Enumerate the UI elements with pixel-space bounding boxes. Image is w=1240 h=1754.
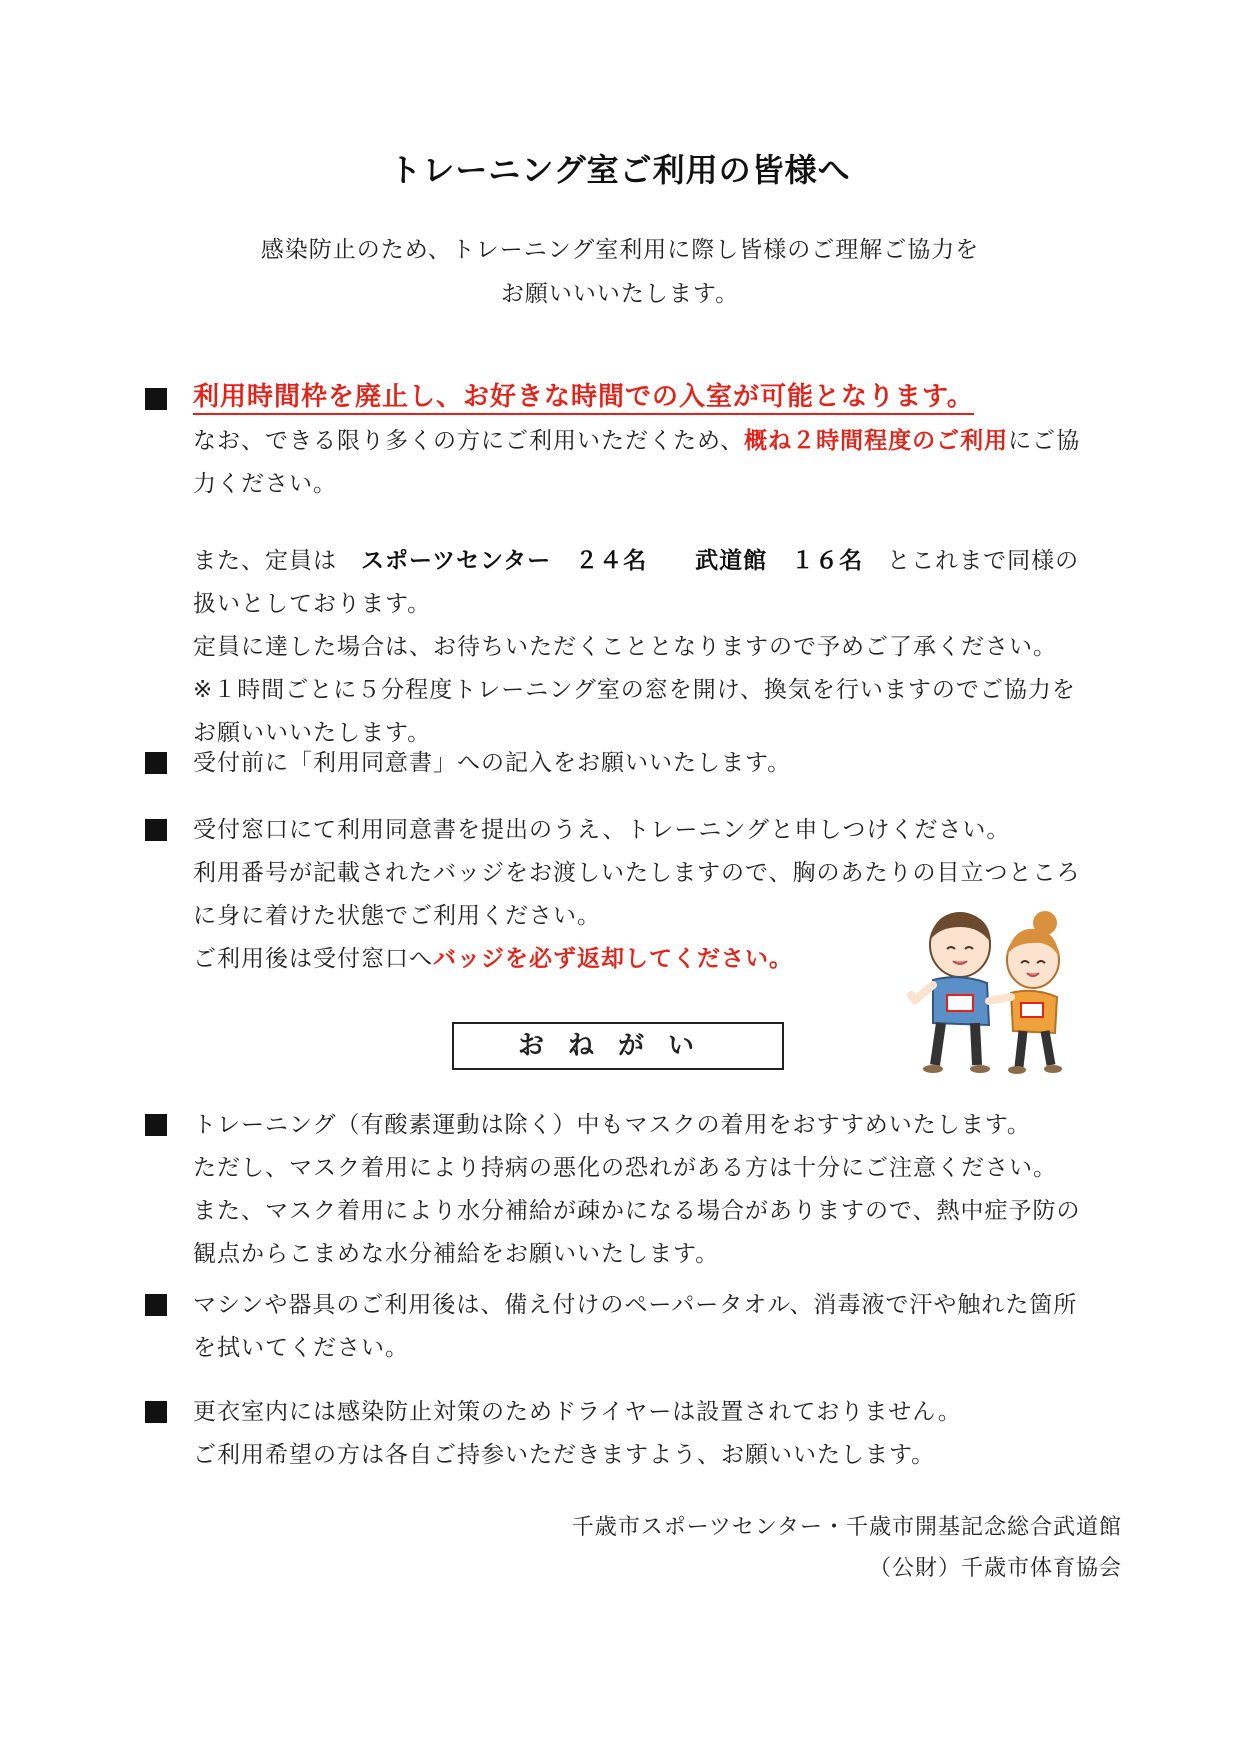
section-body [193, 1104, 1193, 1276]
body-line: 利用番号が記載されたバッジをお渡しいたしますので、胸のあたりの目立つところ [193, 860, 1081, 886]
body-line: ただし、マスク着用により持病の悪化の恐れがある方は十分にご注意ください。 [193, 1155, 1057, 1181]
body-line: 受付前に「利用同意書」への記入をお願いいたします。 [193, 750, 792, 776]
bullet-square-icon [145, 1114, 167, 1136]
body-line: トレーニング（有酸素運動は除く）中もマスクの着用をおすすめいたします。 [193, 1112, 1031, 1138]
bullet-square-icon [145, 1294, 167, 1316]
body-line: マシンや器具のご利用後は、備え付けのペーパータオル、消毒液で汗や触れた箇所 [193, 1292, 1078, 1318]
body-line: に身に着けた状態でご利用ください。 [193, 903, 601, 929]
footer-line: 千歳市スポーツセンター・千歳市開基記念総合武道館 [571, 1515, 1122, 1540]
bullet-square-icon [145, 388, 167, 410]
bullet-square-icon [145, 752, 167, 774]
footer-line: （公財）千歳市体育協会 [868, 1556, 1122, 1581]
intro-line: お願いいいたします。 [500, 281, 740, 307]
bullet-square-icon [145, 819, 167, 841]
bullet-square-icon [145, 1401, 167, 1423]
section-body [193, 376, 1193, 755]
body-line: なお、できる限り多くの方にご利用いただくため、概ね２時間程度のご利用にご協 [193, 428, 1081, 454]
section-body [193, 742, 1193, 785]
body-line: 受付窓口にて利用同意書を提出のうえ、トレーニングと申しつけください。 [193, 817, 1011, 843]
body-line: を拭いてください。 [193, 1335, 409, 1361]
footer-organization [572, 1507, 1122, 1589]
section-body [193, 1284, 1193, 1370]
onegai-box: おねがい [452, 1022, 784, 1070]
body-line: ※１時間ごとに５分程度トレーニング室の窓を開け、換気を行いますのでご協力を [193, 677, 1076, 703]
section-body [193, 1391, 1193, 1477]
body-line: 定員に達した場合は、お待ちいただくこととなりますので予めご了承ください。 [193, 634, 1057, 660]
body-line: 力ください。 [193, 471, 337, 497]
headline-red: 利用時間枠を廃止し、お好きな時間での入室が可能となります。 [193, 382, 974, 415]
intro-line: 感染防止のため、トレーニング室利用に際し皆様のご理解ご協力を [260, 237, 980, 263]
capacity-line: また、定員は スポーツセンター ２４名 武道館 １６名 とこれまで同様の [193, 548, 1080, 574]
intro-text [0, 228, 1240, 316]
body-line: ご利用希望の方は各自ご持参いただきますよう、お願いいたします。 [193, 1442, 936, 1468]
capacity-bold: スポーツセンター ２４名 武道館 １６名 [361, 548, 864, 574]
body-line: 更衣室内には感染防止対策のためドライヤーは設置されておりません。 [193, 1399, 962, 1425]
highlight-red: バッジを必ず返却してください。 [433, 946, 793, 972]
body-line: ご利用後は受付窓口へバッジを必ず返却してください。 [193, 946, 793, 972]
page-title: トレーニング室ご利用の皆様へ [389, 151, 851, 189]
highlight-red: 概ね２時間程度のご利用 [744, 428, 1009, 454]
body-line: 扱いとしております。 [193, 591, 432, 617]
body-line: お願いいいたします。 [193, 720, 432, 746]
body-line: また、マスク着用により水分補給が疎かになる場合がありますので、熱中症予防の [193, 1198, 1081, 1224]
two-runners-illustration [905, 905, 1075, 1075]
body-line: 観点からこまめな水分補給をお願いいたします。 [193, 1241, 720, 1267]
